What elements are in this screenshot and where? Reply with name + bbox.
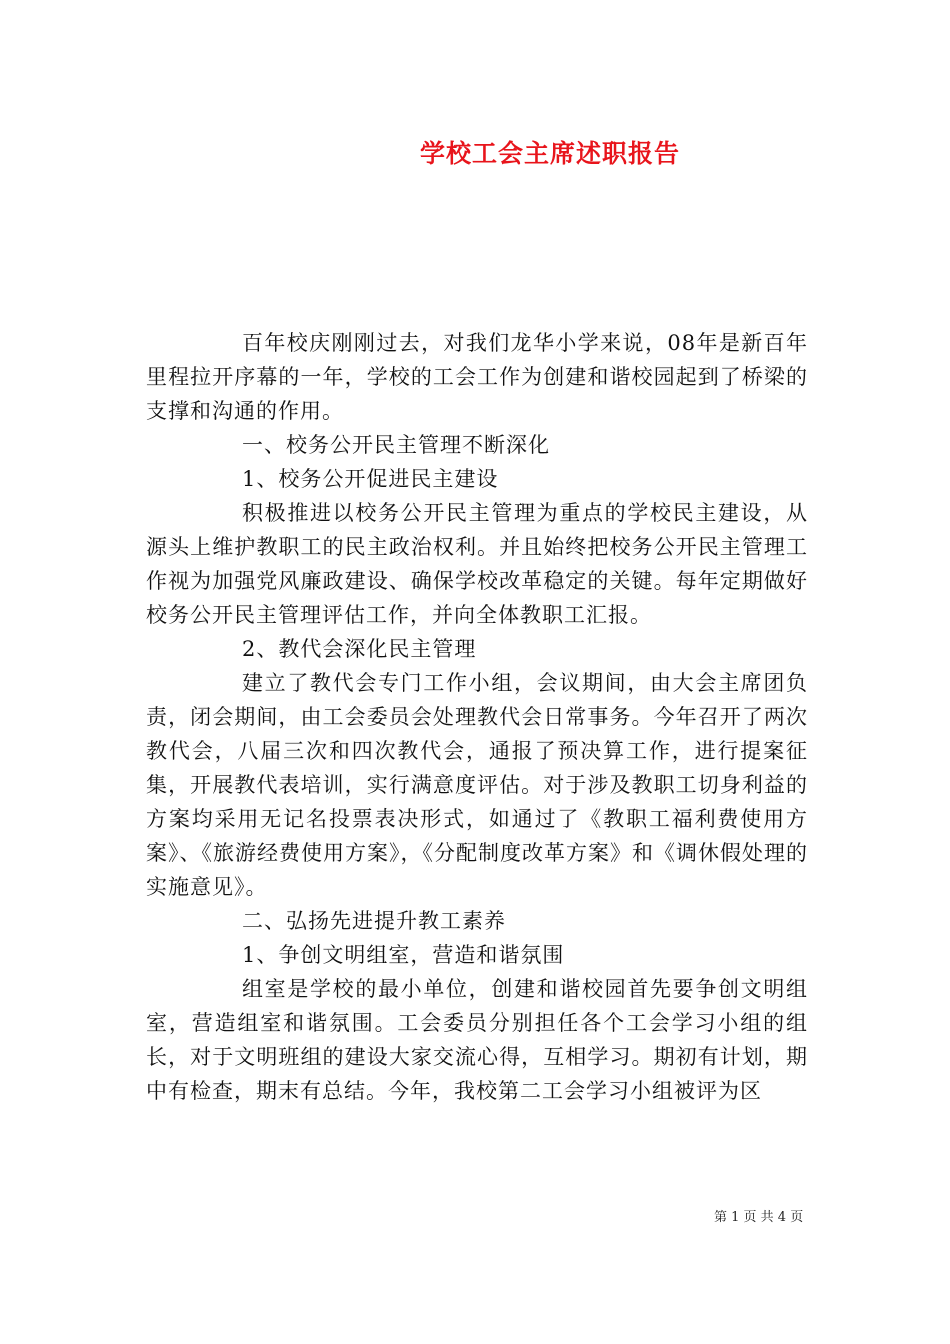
paragraph-intro: 百年校庆刚刚过去，对我们龙华小学来说，08年是新百年里程拉开序幕的一年，学校的工会工作为创建和谐校园起到了桥梁的支撑和沟通的作用。 (146, 331, 808, 423)
document-body (146, 326, 808, 1108)
section-heading-2: 二、弘扬先进提升教工素养 (242, 909, 506, 933)
paragraph-1-2: 建立了教代会专门工作小组，会议期间，由大会主席团负责，闭会期间，由工会委员会处理教代会日常事务。今年召开了两次教代会，八届三次和四次教代会，通报了预决算工作，进行提案征集，开展教代表培训，实行满意度评估。对于涉及教职工切身利益的方案均采用无记名投票表决形式，如通过了《教职工福利费使用方案》、《旅游经费使用方案》，《分配制度改革方案》和《调休假处理的实施意见》。 (146, 671, 808, 899)
paragraph-2-1: 组室是学校的最小单位，创建和谐校园首先要争创文明组室，营造组室和谐氛围。工会委员分别担任各个工会学习小组的组长，对于文明班组的建设大家交流心得，互相学习。期初有计划，期中有检查，期末有总结。今年，我校第二工会学习小组被评为区 (146, 977, 808, 1103)
section-heading-1: 一、校务公开民主管理不断深化 (242, 433, 550, 457)
document-title: 学校工会主席述职报告 (419, 139, 680, 168)
subsection-heading-1-2: 2、教代会深化民主管理 (242, 637, 477, 661)
subsection-heading-1-1: 1、校务公开促进民主建设 (242, 467, 499, 491)
paragraph-1-1: 积极推进以校务公开民主管理为重点的学校民主建设，从源头上维护教职工的民主政治权利。并且始终把校务公开民主管理工作视为加强党风廉政建设、确保学校改革稳定的关键。每年定期做好校务公开民主管理评估工作，并向全体教职工汇报。 (146, 501, 808, 627)
page-footer: 第 1 页 共 4 页 (714, 1210, 804, 1225)
subsection-heading-2-1: 1、争创文明组室，营造和谐氛围 (242, 943, 565, 967)
